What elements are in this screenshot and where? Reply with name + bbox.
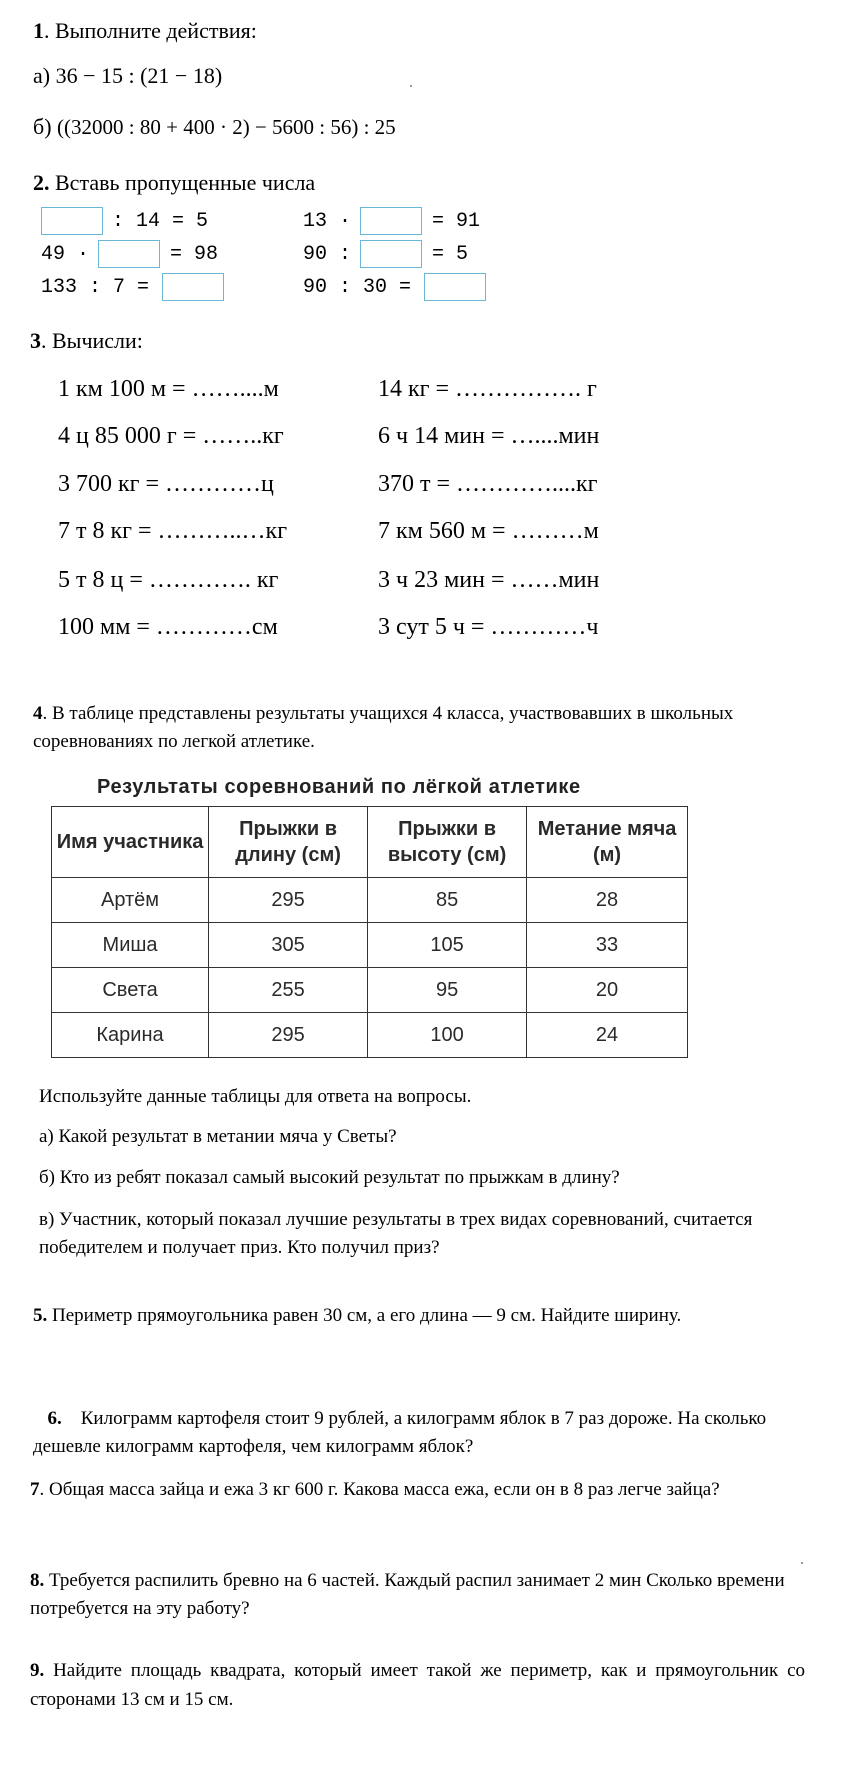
task5-number: 5.	[33, 1305, 48, 1326]
blank-box[interactable]	[41, 207, 103, 235]
table-cell: 305	[209, 923, 368, 968]
task2-number: 2.	[33, 170, 50, 195]
task4-intro	[33, 700, 793, 756]
table-cell: 33	[527, 923, 688, 968]
task2-heading	[33, 170, 315, 196]
task4-number: 4	[33, 703, 43, 724]
table-row	[52, 923, 688, 968]
task4-intro-text: . В таблице представлены результаты учащихся 4 класса, участвовавших в школьных соревнованиях по легкой атлетике.	[33, 703, 734, 752]
stray-dot	[801, 1562, 803, 1564]
task3-heading	[30, 328, 143, 354]
table-header-cell: Имя участника	[52, 807, 209, 878]
table-cell: 95	[368, 968, 527, 1013]
table-header-row	[52, 807, 688, 878]
table-cell: Света	[52, 968, 209, 1013]
blank-box[interactable]	[98, 240, 160, 268]
table-cell: Карина	[52, 1013, 209, 1058]
equation-text: 49 ·	[41, 243, 90, 266]
table-row	[52, 878, 688, 923]
results-table	[51, 806, 688, 1058]
task8	[30, 1567, 815, 1623]
table-header-cell: Прыжки в высоту (см)	[368, 807, 527, 878]
task1-item-b	[33, 114, 396, 140]
equation-text: 90 :	[303, 243, 352, 266]
conversion-item: 5 т 8 ц = …………. кг	[58, 567, 279, 593]
table-cell: Артём	[52, 878, 209, 923]
table-title: Результаты соревнований по лёгкой атлетике	[97, 776, 581, 798]
task7-number: 7	[30, 1479, 40, 1500]
conversion-item: 7 т 8 кг = ………..…кг	[58, 518, 288, 544]
table-row	[52, 968, 688, 1013]
task4-question-c: в) Участник, который показал лучшие результаты в трех видах соревнований, считается победителем и получает приз. Кто получил приз?	[39, 1209, 753, 1258]
task9-number: 9.	[30, 1660, 45, 1681]
equation-text: = 91	[432, 210, 481, 233]
table-cell: 20	[527, 968, 688, 1013]
equation-text: 13 ·	[303, 210, 352, 233]
task6-number: 6.	[47, 1408, 62, 1429]
task7	[30, 1475, 805, 1504]
task6	[33, 1377, 771, 1461]
table-cell: 28	[527, 878, 688, 923]
table-cell: Миша	[52, 923, 209, 968]
task3-title: . Вычисли:	[41, 328, 143, 353]
conversion-item: 3 700 кг = …………ц	[58, 471, 274, 497]
conversion-item: 7 км 560 м = ………м	[378, 518, 599, 544]
task7-text: . Общая масса зайца и ежа 3 кг 600 г. Какова масса ежа, если он в 8 раз легче зайца?	[39, 1479, 720, 1500]
equation-text: : 14 = 5	[112, 210, 209, 233]
conversion-item: 3 ч 23 мин = ……мин	[378, 567, 600, 593]
task1-item-b-label: б)	[33, 114, 52, 139]
task1-item-a: а) 36 − 15 : (21 − 18)	[33, 63, 223, 88]
task1-title: . Выполните действия:	[44, 18, 257, 43]
conversion-item: 6 ч 14 мин = …....мин	[378, 423, 600, 449]
task8-number: 8.	[30, 1570, 45, 1591]
conversion-item: 4 ц 85 000 г = ……..кг	[58, 423, 284, 449]
table-cell: 24	[527, 1013, 688, 1058]
table-cell: 295	[209, 1013, 368, 1058]
stray-dot	[410, 85, 412, 87]
conversion-item: 370 т = …………....кг	[378, 471, 598, 497]
table-cell: 105	[368, 923, 527, 968]
task2-title: Вставь пропущенные числа	[49, 170, 316, 195]
conversion-item: 1 км 100 м = ……....м	[58, 376, 279, 402]
blank-box[interactable]	[360, 207, 422, 235]
task5	[33, 1302, 793, 1330]
task9-text: Найдите площадь квадрата, который имеет такой же периметр, как и прямоугольник со сторонами 13 см и 15 см.	[30, 1660, 805, 1710]
task3-number: 3	[30, 328, 41, 353]
table-header-cell: Прыжки в длину (см)	[209, 807, 368, 878]
equation-text: = 5	[432, 243, 469, 266]
equation-text: 133 : 7 =	[41, 276, 150, 299]
task1-item-b-expression: ((32000 : 80 + 400 · 2) − 5600 : 56) : 25	[57, 115, 396, 139]
task1-heading	[33, 18, 257, 44]
table-cell: 295	[209, 878, 368, 923]
blank-box[interactable]	[360, 240, 422, 268]
task1-number: 1	[33, 18, 44, 43]
table-cell: 85	[368, 878, 527, 923]
blank-box[interactable]	[424, 273, 486, 301]
task6-text: Килограмм картофеля стоит 9 рублей, а килограмм яблок в 7 раз дороже. На сколько дешевле килограмм картофеля, чем килограмм яблок?	[33, 1408, 771, 1457]
blank-box[interactable]	[162, 273, 224, 301]
conversion-item: 3 сут 5 ч = …………ч	[378, 614, 599, 640]
task4-instruction: Используйте данные таблицы для ответа на вопросы.	[39, 1086, 472, 1107]
equation-text: 90 : 30 =	[303, 276, 412, 299]
task5-text: Периметр прямоугольника равен 30 см, а его длина — 9 см. Найдите ширину.	[47, 1305, 682, 1326]
equation-text: = 98	[170, 243, 219, 266]
task9	[30, 1656, 805, 1714]
table-header-cell: Метание мяча (м)	[527, 807, 688, 878]
task4-question-b: б) Кто из ребят показал самый высокий результат по прыжкам в длину?	[39, 1167, 620, 1188]
task8-text: Требуется распилить бревно на 6 частей. Каждый распил занимает 2 мин Сколько времени потребуется на эту работу?	[30, 1570, 785, 1619]
table-cell: 255	[209, 968, 368, 1013]
conversion-item: 100 мм = …………см	[58, 614, 278, 640]
table-row	[52, 1013, 688, 1058]
table-cell: 100	[368, 1013, 527, 1058]
conversion-item: 14 кг = ……………. г	[378, 376, 597, 402]
task4-question-a: а) Какой результат в метании мяча у Светы?	[39, 1126, 397, 1147]
